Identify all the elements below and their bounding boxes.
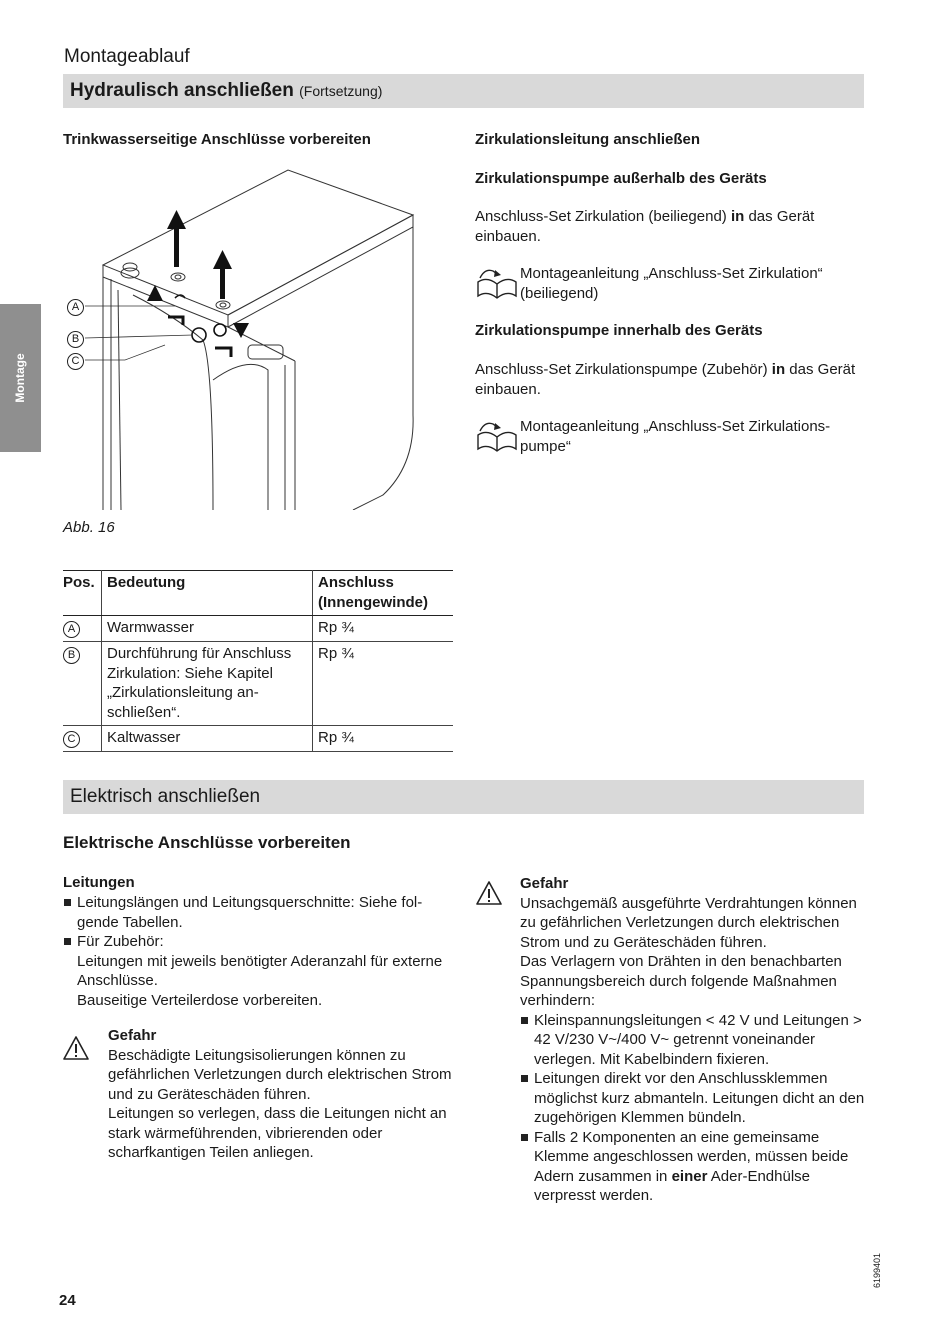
leitungen-list — [63, 893, 448, 1010]
section-title: Hydraulisch anschließen — [70, 80, 294, 101]
warning-title: Gefahr — [520, 875, 569, 892]
rotate-icon-1 — [192, 328, 206, 342]
rotate-icon-2 — [214, 324, 226, 336]
heading-pump-internal: Zirkulationspumpe innerhalb des Geräts — [475, 322, 763, 339]
table-row — [63, 642, 453, 726]
table-header-connection: Anschluss (Innengewinde) — [313, 571, 454, 616]
connection-socket-b — [216, 301, 230, 309]
list-item: Leitungen direkt vor den Anschlussklemmen möglichst kurz abmanteln. Leitungen dicht an den zugehörigen Klemmen bündeln. — [520, 1069, 865, 1128]
section-band-electrical — [63, 780, 864, 814]
table-row — [63, 616, 453, 642]
left-heading: Trinkwasserseitige Anschlüsse vorbereiten — [63, 131, 371, 148]
table-header-row — [63, 571, 453, 616]
paragraph-external: Anschluss-Set Zirkulation (beiliegend) in das Gerät einbauen. — [475, 208, 815, 245]
row-pos-mark: C — [63, 731, 80, 748]
manual-book-icon — [475, 266, 519, 300]
warning-title: Gefahr — [108, 1027, 157, 1044]
table-header-pos: Pos. — [63, 571, 102, 616]
device-top-edge — [228, 215, 413, 327]
side-tab — [0, 304, 41, 452]
figure-label-c: C — [67, 353, 84, 370]
arrow-up-small — [147, 285, 163, 301]
arrow-up-a — [167, 210, 186, 229]
position-table — [63, 570, 453, 752]
row-meaning: Durchführung für Anschluss Zirkulation: Siehe Kapitel „Zirkulationsleitung anschließen“. — [102, 642, 313, 726]
row-meaning: Warmwasser — [102, 616, 313, 642]
warning-triangle-icon — [62, 1035, 90, 1061]
row-meaning: Kaltwasser — [102, 726, 313, 752]
tap-warm-icon — [168, 317, 183, 325]
page-number: 24 — [59, 1292, 76, 1309]
figure-label-a: A — [67, 299, 84, 316]
connection-socket-a — [171, 273, 185, 281]
manual-book-icon — [475, 419, 519, 453]
reference-external: Montageanleitung „Anschluss-Set Zirkulation“ (beiliegend) — [520, 265, 823, 302]
leitungen-title: Leitungen — [63, 874, 135, 891]
arrow-up-b — [213, 250, 232, 269]
figure-device-connections — [63, 165, 423, 510]
reference-internal: Montageanleitung „Anschluss-Set Zirkulations- pumpe“ — [520, 418, 831, 455]
figure-label-b: B — [67, 331, 84, 348]
paragraph-internal: Anschluss-Set Zirkulationspumpe (Zubehör) in das Gerät einbauen. — [475, 361, 856, 398]
heading-pump-external: Zirkulationspumpe außerhalb des Geräts — [475, 170, 767, 187]
table-row — [63, 726, 453, 752]
section-subtitle: (Fortsetzung) — [299, 83, 383, 99]
device-top-panel — [103, 170, 413, 315]
warning-left-text: Gefahr Beschädigte Leitungsisolierungen können zu gefährlichen Verletzungen durch elektrischen Strom und zu Geräteschäden führen. Leitungen so verlegen, dass die Leitungen nicht an stark wärmeführenden, vibrierenden oder scharfkantigen Teilen anliegen. — [108, 1027, 452, 1161]
side-tab-label: Montage — [13, 353, 27, 403]
heading-circulation: Zirkulationsleitung anschließen — [475, 131, 701, 148]
list-item: Falls 2 Komponenten an eine gemeinsame Klemme angeschlossen werden, müssen beide Adern zusammen in einer Ader-Endhülse verpresst werden. — [520, 1128, 865, 1206]
list-item: Kleinspannungsleitungen < 42 V und Leitungen > 42 V/230 V~/400 V~ getrennt voneinander verlegen. Mit Kabelbindern fixieren. — [520, 1011, 865, 1070]
row-pos-mark: B — [63, 647, 80, 664]
row-connection: Rp ¾ — [313, 642, 454, 726]
warning-right-text: Gefahr Unsachgemäß ausgeführte Verdrahtungen können zu gefährlichen Verletzungen durch elektrischen Strom und zu Geräteschäden führen. Das Verlagern von Drähten in den benachbarten Spannungsbereich durch folgende Maßnahmen verhindern: Kleinspannungsleitungen < 42 V und Leitungen > 42 V/230 V~/400 V~ getrennt voneinander verlegen. Mit Kabelbindern fixieren. Leitungen direkt vor den Anschlussklemmen möglichst kurz abmanteln. Leitungen dicht an den zugehörigen Klemmen bündeln. Falls 2 Komponenten an eine gemeinsame Klemme angeschlossen werden, müssen beide Adern zusammen in einer Ader-Endhülse verpresst werden. — [520, 875, 865, 1204]
figure-caption: Abb. 16 — [63, 519, 115, 536]
row-connection: Rp ¾ — [313, 726, 454, 752]
list-item: Für Zubehör: Leitungen mit jeweils benötigter Aderanzahl für externe Anschlüsse. Bauseitige Verteilerdose vorbereiten. — [63, 932, 448, 1010]
subheading-electrical: Elektrische Anschlüsse vorbereiten — [63, 833, 351, 852]
device-side-panel — [353, 227, 413, 510]
row-pos-mark: A — [63, 621, 80, 638]
section2-title: Elektrisch anschließen — [70, 786, 261, 807]
table-header-meaning: Bedeutung — [102, 571, 313, 616]
section-band-hydraulic — [63, 74, 864, 108]
device-front-curve — [133, 295, 213, 510]
row-connection: Rp ¾ — [313, 616, 454, 642]
chapter-title: Montageablauf — [64, 46, 190, 67]
tap-cold-icon — [215, 348, 231, 357]
warning-triangle-icon — [475, 880, 503, 906]
document-number: 6199401 — [872, 1252, 882, 1288]
list-item: Leitungslängen und Leitungsquerschnitte: Siehe folgende Tabellen. — [63, 893, 448, 932]
